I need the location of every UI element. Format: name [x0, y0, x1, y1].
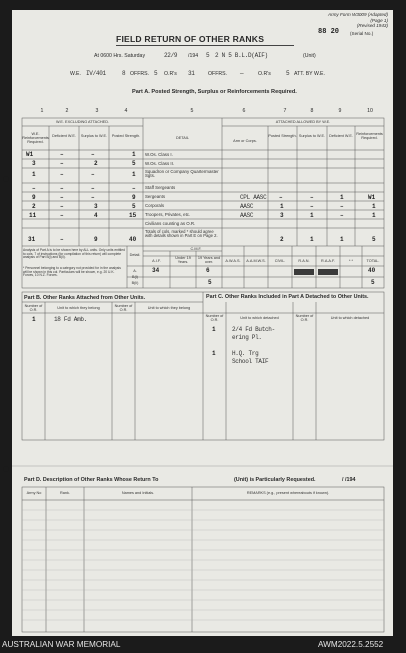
col6-heading: Arm or Corps. — [233, 139, 257, 143]
pte-c4: 15 — [129, 212, 137, 219]
analysis-total-heading: TOTAL. — [366, 259, 380, 263]
analysis-note-1: Analysis of Part A is to be shown here by ALL units. Only units entitled to cols. 7 of instructions (for compilation of this return) will complete analysis of Part B(i) and B(ii). — [23, 248, 125, 260]
total-c8: 1 — [310, 236, 314, 243]
cqms-c2: – — [60, 171, 64, 178]
cqms-c1: 1 — [32, 171, 36, 178]
ran-redacted-block — [294, 269, 314, 275]
col-number-5: 5 — [190, 108, 194, 114]
cqms-c3: – — [91, 171, 95, 178]
col-number-6: 6 — [242, 108, 246, 114]
row-detail-wo1: W.Os. Class I. — [145, 152, 173, 157]
part-c-unit-2a: H.Q. Trg — [232, 350, 259, 357]
form-line2: (Page 1) — [370, 17, 388, 23]
pte-c8: 1 — [310, 212, 314, 219]
sgt-c9: 1 — [340, 194, 344, 201]
analysis-detail-heading: Detail. — [129, 253, 141, 257]
row-detail-wo2: W.Os. Class II. — [145, 161, 175, 166]
or-label-1: O.R's — [164, 71, 177, 77]
part-d-names-heading: Names and Initials. — [121, 491, 155, 495]
col-number-10: 10 — [367, 108, 373, 114]
part-d-remarks-heading: REMARKS (e.g., present whereabouts if known). — [246, 491, 330, 495]
part-c-num-2: 1 — [212, 350, 216, 357]
col2-heading: Deficient W.E. — [52, 134, 76, 138]
form-line3: (Revised 1943) — [356, 23, 388, 29]
offrs-value-1: 5 — [154, 70, 158, 77]
part-c-unit-2b: School TAIF — [232, 358, 269, 365]
analysis-note-2: * Personnel belonging to a category not provided for in the analysis will be shown in this col. Particulars will be shown, e.g. 20 U.K. Forces, 10 N.Z. Forces. — [23, 266, 121, 278]
analysis-a-total: 40 — [368, 267, 376, 274]
cpl-c2: – — [60, 203, 64, 210]
wo2-c3: 2 — [94, 160, 98, 167]
sgt-c3: – — [91, 194, 95, 201]
analysis-aif-heading: A.I.F. — [152, 259, 161, 263]
col10-heading: Reinforcements Required. — [356, 132, 383, 141]
analysis-a-19plus: 6 — [206, 267, 210, 274]
detail-heading: DETAIL — [175, 136, 189, 140]
raaf-redacted-block — [318, 269, 338, 275]
serial-label: (Serial No.) — [350, 31, 374, 36]
form-sheet — [12, 10, 393, 636]
sgt-c1: 9 — [32, 194, 36, 201]
ssgt-c3: – — [91, 185, 95, 192]
sgt-c4: 9 — [132, 194, 136, 201]
sgt-c7: – — [279, 194, 283, 201]
offrs-value-2: — — [240, 70, 244, 77]
part-b-num-1: 1 — [32, 316, 36, 323]
row-detail-staff-sgt: Staff Sergeants — [145, 185, 176, 190]
analysis-row-bi: B(i) — [132, 275, 138, 279]
form-title: FIELD RETURN OF OTHER RANKS — [116, 34, 265, 44]
wo1-c4: 1 — [132, 151, 136, 158]
part-a-title: Part A. Posted Strength, Surplus or Reinforcements Required. — [132, 89, 297, 95]
analysis-row-bii: B(ii) — [131, 281, 139, 285]
part-b-num-heading-1: Number of O.R. — [24, 304, 43, 313]
wo1-c3: – — [91, 151, 95, 158]
pte-c1: 11 — [29, 212, 37, 219]
footer-accession-number: AWM2022.5.2552 — [318, 640, 384, 649]
wo2-c2: – — [60, 160, 64, 167]
col-number-9: 9 — [338, 108, 342, 114]
part-b-unit-1: 18 Fd Amb. — [54, 316, 88, 323]
att-label: ATT. BY W.E. — [294, 71, 325, 77]
cpl-c6: AASC — [240, 203, 254, 210]
part-c-num-heading-1: Number of O.R. — [205, 314, 224, 323]
we-extra: 8 — [122, 70, 126, 77]
sgt-c8: – — [310, 194, 314, 201]
pte-c2: – — [60, 212, 64, 219]
year-value: 5 — [206, 52, 210, 59]
part-d-army-no-heading: Army No — [26, 491, 42, 495]
part-c-num-1: 1 — [212, 326, 216, 333]
part-b-num-heading-2: Number of O.R. — [114, 304, 133, 313]
part-c-num-heading-2: Number of O.R. — [295, 314, 314, 323]
sgt-c2: – — [60, 194, 64, 201]
sgt-c10: W1 — [368, 194, 376, 201]
row-detail-cpl: Corporals — [145, 203, 165, 208]
or-value-1: 31 — [188, 70, 195, 77]
analysis-19plus-heading: 19 Years and over. — [197, 256, 221, 265]
col4-heading: Posted Strength. — [111, 134, 141, 138]
total-c4: 40 — [129, 236, 137, 243]
total-c2: – — [60, 236, 64, 243]
cpl-c10: 1 — [372, 203, 376, 210]
analysis-star-heading: * * — [348, 259, 353, 263]
ssgt-c4: – — [132, 185, 136, 192]
col9-heading: Deficient W.E. — [329, 134, 353, 138]
part-b-unit-heading-1: Unit to which they belong — [57, 306, 100, 310]
part-b-unit-heading-2: Unit to which they belong — [147, 306, 191, 310]
archive-footer — [0, 639, 406, 653]
part-d-title: Part D. Description of Other Ranks Whose Return To — [24, 477, 159, 483]
total-c7: 2 — [280, 236, 284, 243]
serial-value: 88 20 — [318, 28, 340, 36]
part-c-unit-heading-2: Unit to which detached — [330, 316, 370, 320]
form-grid-lines — [12, 10, 393, 636]
analysis-awas-heading: A.W.A.S. — [225, 259, 241, 263]
cpl-c9: – — [340, 203, 344, 210]
part-d-requested: (Unit) is Particularly Requested. — [234, 477, 316, 483]
part-d-rank-heading: Rank. — [60, 491, 70, 495]
or-value-2: 5 — [286, 70, 290, 77]
punch-hole-bottom — [3, 466, 9, 472]
total-c3: 9 — [94, 236, 98, 243]
row-detail-totals: Totals of cols. marked * should agree with details shown in Part E on Page 2. — [145, 229, 218, 239]
part-b-title: Part B. Other Ranks Attached from Other Units. — [24, 295, 146, 301]
part-c-unit-1a: 2/4 Fd Butch- — [232, 326, 275, 333]
we-excluding-attached-heading: W.E. EXCLUDING ATTACHED. — [55, 120, 110, 124]
attached-allowed-heading: ATTACHED ALLOWED BY W.E. — [275, 120, 331, 124]
row-detail-cqms: Squadron or Company Quartermaster Sgts. — [145, 169, 219, 179]
part-d-date: / /194 — [342, 477, 356, 483]
date-value: 22/9 — [164, 52, 178, 59]
total-c10: 5 — [372, 236, 376, 243]
form-line1: Army Form W3009 (Adapted) — [328, 12, 388, 17]
we-label: W.E. — [70, 71, 81, 77]
analysis-row-a: A. — [133, 269, 137, 273]
pte-c10: 1 — [372, 212, 376, 219]
row-detail-pte: Troopers, Privates, etc. — [145, 212, 191, 217]
cpl-c4: 5 — [132, 203, 136, 210]
cqms-c4: 1 — [132, 171, 136, 178]
col3-heading: Surplus to W.E. — [80, 134, 108, 138]
wo1-c2: – — [60, 151, 64, 158]
cpl-c3: 3 — [94, 203, 98, 210]
we-value: IV/401 — [86, 70, 106, 77]
year-prefix: /194 — [188, 53, 199, 59]
or-label-2: O.R's — [258, 71, 271, 77]
analysis-bii-total: 5 — [371, 279, 375, 286]
pte-c6: AASC — [240, 212, 254, 219]
offrs-label-1: OFFRS. — [130, 71, 150, 77]
col-number-1: 1 — [40, 108, 44, 114]
total-c9: 1 — [340, 236, 344, 243]
ssgt-c2: – — [60, 185, 64, 192]
analysis-aamws-heading: A.A.M.W.S. — [246, 259, 266, 263]
part-c-title: Part C. Other Ranks Included in Part A Detached to Other Units. — [206, 294, 369, 300]
col-number-3: 3 — [95, 108, 99, 114]
row-detail-civilians: Civilians counting as O.R. — [145, 221, 196, 226]
ssgt-c1: – — [32, 185, 36, 192]
offrs-label-2: OFFRS. — [208, 71, 228, 77]
analysis-a-aif: 34 — [152, 267, 160, 274]
wo2-c4: 5 — [132, 160, 136, 167]
wo2-c1: 3 — [32, 160, 36, 167]
analysis-bii-19plus: 5 — [208, 279, 212, 286]
cpl-c8: – — [310, 203, 314, 210]
punch-hole-top — [3, 176, 9, 182]
unit-label: (Unit) — [303, 53, 316, 59]
col-number-7: 7 — [283, 108, 287, 114]
analysis-cmf-heading: C.M.F. — [190, 247, 202, 251]
row-detail-sgt: Sergeants — [145, 194, 166, 199]
footer-institution: AUSTRALIAN WAR MEMORIAL — [2, 640, 121, 649]
part-c-unit-heading-1: Unit to which detached — [240, 316, 279, 320]
col7-heading: Posted Strength. — [268, 134, 297, 138]
total-c1: 31 — [28, 236, 36, 243]
pte-c9: – — [340, 212, 344, 219]
pte-c7: 3 — [280, 212, 284, 219]
at-label: At 0600 Hrs. Saturday — [94, 53, 146, 59]
analysis-ran-heading: R.A.N. — [298, 259, 310, 263]
pte-c3: 4 — [94, 212, 98, 219]
col1-heading: W.E. Reinforcements Required. — [22, 132, 49, 145]
cpl-c7: 1 — [280, 203, 284, 210]
col-number-8: 8 — [310, 108, 314, 114]
analysis-under19-heading: Under 19 Years. — [175, 256, 191, 265]
col-number-2: 2 — [65, 108, 69, 114]
analysis-civil-heading: CIVIL. — [274, 259, 286, 263]
analysis-raaf-heading: R.A.A.F. — [321, 259, 335, 263]
wo1-c1: W1 — [26, 151, 34, 158]
col8-heading: Surplus to W.E. — [298, 134, 326, 138]
col-number-4: 4 — [124, 108, 128, 114]
sgt-c6: CPL AASC — [240, 194, 267, 201]
part-c-unit-1b: ering Pl. — [232, 334, 262, 341]
cpl-c1: 2 — [32, 203, 36, 210]
unit-value: 2 N 5 B.L.D(AIF) — [215, 52, 268, 59]
